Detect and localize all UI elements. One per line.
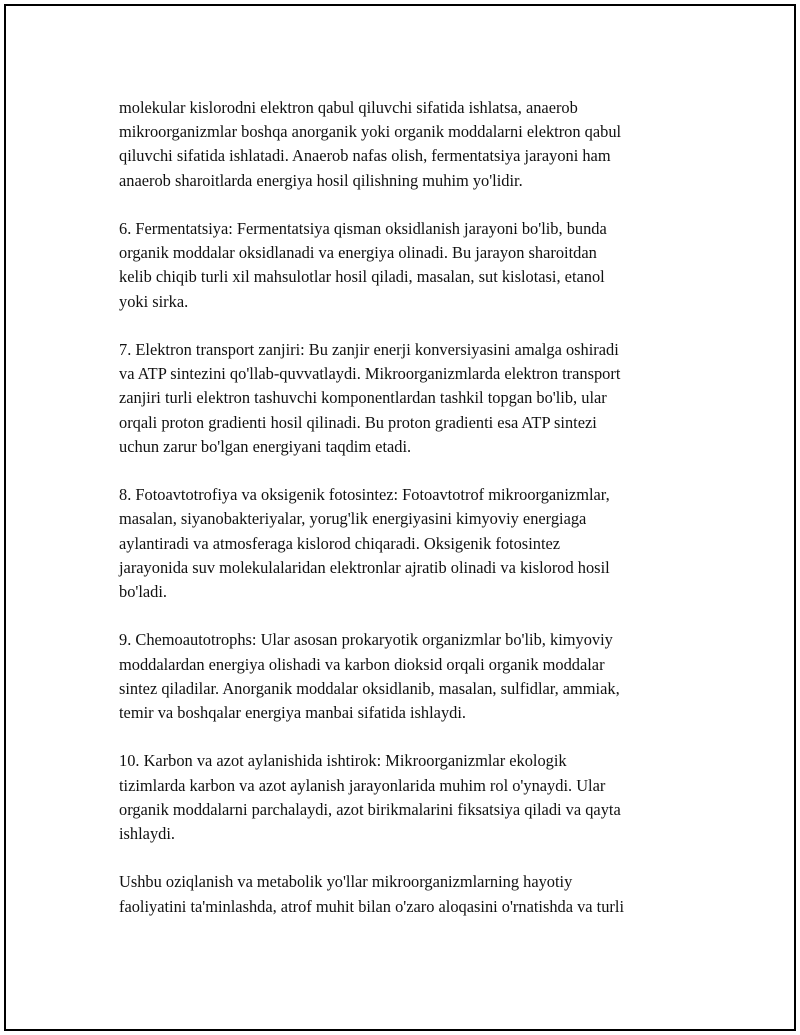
paragraph-conclusion: Ushbu oziqlanish va metabolik yo'llar mikroorganizmlarning hayotiy faoliyatini ta'minlashda, atrof muhit bilan o'zaro aloqasini o'rnatishda va turli bbox=[119, 872, 624, 916]
page-content bbox=[119, 96, 699, 943]
paragraph-anaerob-intro: molekular kislorodni elektron qabul qiluvchi sifatida ishlatsa, anaerob mikroorganizmlar boshqa anorganik yoki organik moddalarni elektron qabul qiluvchi sifatida ishlatadi. Anaerob nafas olish, fermentatsiya jarayoni ham anaerob sharoitlarda energiya hosil qilishning muhim yo'lidir. bbox=[119, 98, 622, 190]
paragraph-karbon-azot: 10. Karbon va azot aylanishida ishtirok: Mikroorganizmlar ekologik tizimlarda karbon va azot aylanish jarayonlarida muhim rol o'ynaydi. Ular organik moddalarni parchalaydi, azot birikmalarini fiksatsiya qiladi va qayta ishlaydi. bbox=[119, 751, 621, 844]
paragraph-elektron-transport: 7. Elektron transport zanjiri: Bu zanjir enerji konversiyasini amalga oshiradi va ATP sintezini qo'llab-quvvatlaydi. Mikroorganizmlarda elektron transport zanjiri turli elektron tashuvchi komponentlardan tashkil topgan bo'lib, ular orqali proton gradienti hosil qilinadi. Bu proton gradienti esa ATP sintezi uchun zarur bo'lgan energiyani taqdim etadi. bbox=[119, 340, 621, 456]
paragraph-chemoautotrophs: 9. Chemoautotrophs: Ular asosan prokaryotik organizmlar bo'lib, kimyoviy moddalardan energiya olishadi va karbon dioksid orqali organik moddalar sintez qiladilar. Anorganik moddalar oksidlanib, masalan, sulfidlar, ammiak, temir va boshqalar energiya manbai sifatida ishlaydi. bbox=[119, 630, 620, 723]
page-frame bbox=[4, 4, 796, 1031]
paragraph-fermentatsiya: 6. Fermentatsiya: Fermentatsiya qisman oksidlanish jarayoni bo'lib, bunda organik moddalar oksidlanadi va energiya olinadi. Bu jarayon sharoitdan kelib chiqib turli xil mahsulotlar hosil qiladi, masalan, sut kislotasi, etanol yoki sirka. bbox=[119, 219, 607, 311]
paragraph-fotoavtotrofiya: 8. Fotoavtotrofiya va oksigenik fotosintez: Fotoavtotrof mikroorganizmlar, masalan, siyanobakteriyalar, yorug'lik energiyasini kimyoviy energiaga aylantiradi va atmosferaga kislorod chiqaradi. Oksigenik fotosintez jarayonida suv molekulalaridan elektronlar ajratib olinadi va kislorod hosil bo'ladi. bbox=[119, 485, 610, 602]
